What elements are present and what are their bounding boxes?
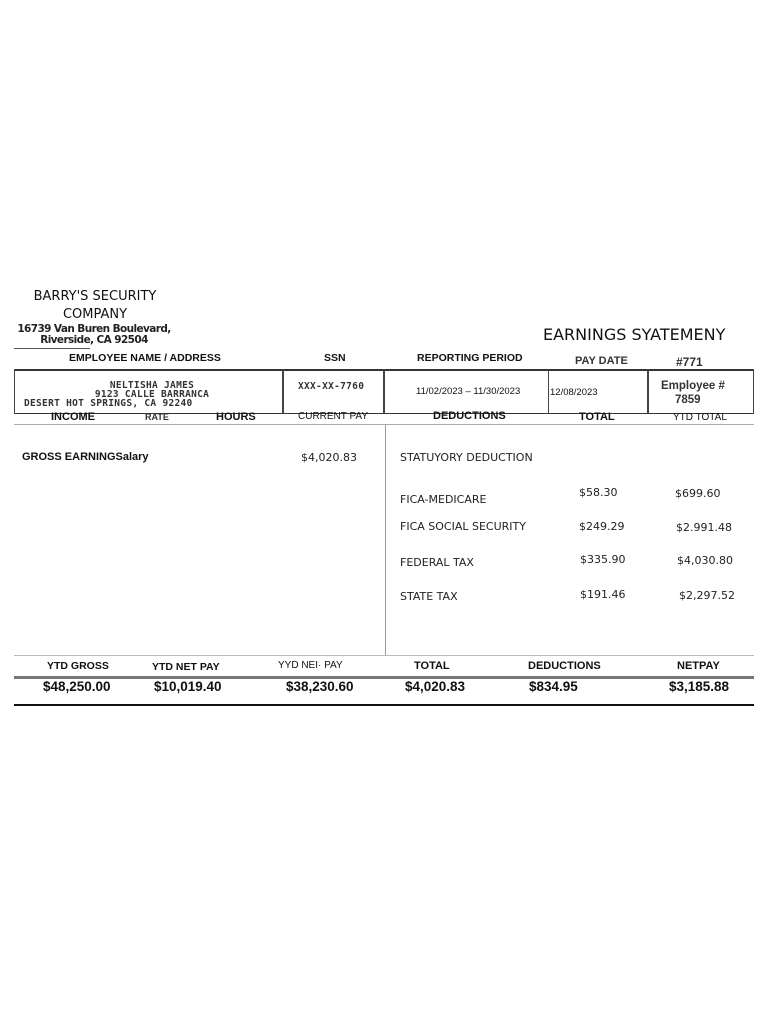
reporting-period-label: REPORTING PERIOD	[417, 352, 523, 364]
gross-earnings-label: GROSS EARNINGSalary	[22, 451, 149, 463]
deduction-name: FICA SOCIAL SECURITY	[400, 520, 526, 533]
deduction-total: $335.90	[580, 553, 626, 566]
deductions-column-header: DEDUCTIONS	[433, 410, 506, 422]
summary-value-deductions: $834.95	[529, 679, 578, 694]
ytd-total-column-header: YTD TOTAL	[673, 412, 727, 423]
summary-value-ytd-gross: $48,250.00	[43, 679, 111, 694]
info-box-divider-3	[548, 369, 549, 414]
employee-address-block	[24, 381, 280, 408]
summary-value-netpay: $3,185.88	[669, 679, 730, 694]
income-column-header: INCOME	[51, 411, 95, 423]
deduction-total: $249.29	[579, 520, 625, 533]
body-divider	[385, 425, 386, 655]
deduction-ytd: $4,030.80	[677, 554, 733, 567]
deduction-name: FEDERAL TAX	[400, 556, 474, 569]
employee-name-label: EMPLOYEE NAME / ADDRESS	[69, 352, 221, 364]
check-number: #771	[676, 355, 703, 369]
summary-bottom-rule	[14, 704, 754, 706]
deduction-name: FICA-MEDICARE	[400, 493, 487, 506]
summary-header-ytd-gross: YTD GROSS	[47, 660, 109, 672]
hours-column-header: HOURS	[216, 411, 256, 423]
employee-address-line2: DESERT HOT SPRINGS, CA 92240	[24, 398, 193, 409]
info-box-right	[753, 369, 754, 414]
summary-value-total: $4,020.83	[405, 679, 466, 694]
summary-top-separator	[14, 655, 754, 656]
current-pay-column-header: CURRENT PAY	[298, 411, 369, 422]
address-underline	[14, 348, 90, 349]
company-address-line1: 16739 Van Buren Boulevard,	[17, 323, 171, 335]
total-column-header: TOTAL	[579, 411, 615, 423]
pay-date-value: 12/08/2023	[550, 387, 598, 398]
employee-number-label: Employee #	[661, 380, 725, 392]
ssn-value: XXX-XX-7760	[298, 381, 365, 392]
statutory-deduction-heading: STATUYORY DEDUCTION	[400, 451, 533, 464]
company-address	[16, 324, 172, 346]
header-separator	[14, 424, 754, 425]
deduction-ytd: $2.991.48	[676, 521, 732, 534]
company-name: BARRY'S SECURITY COMPANY	[33, 289, 157, 322]
employee-name: NELTISHA JAMES	[109, 380, 195, 391]
deduction-ytd: $699.60	[675, 487, 721, 500]
deduction-total: $191.46	[580, 588, 626, 601]
summary-header-ytd-net-pay: YTD NET PAY	[152, 661, 220, 673]
deduction-ytd: $2,297.52	[679, 589, 735, 602]
deduction-total: $58.30	[579, 486, 618, 499]
info-box-divider-4	[647, 369, 649, 414]
info-box-divider-1	[282, 369, 284, 414]
summary-header-underline	[14, 676, 754, 679]
summary-header-total: TOTAL	[414, 660, 450, 672]
info-box-divider-2	[383, 369, 385, 414]
summary-value-yyd-net-pay: $38,230.60	[286, 679, 354, 694]
pay-date-label: PAY DATE	[575, 355, 628, 367]
deduction-name: STATE TAX	[400, 590, 458, 603]
employee-address-line1: 9123 CALLE BARRANCA	[94, 389, 210, 400]
summary-header-yyd-net-pay: YYD NEI· PAY	[278, 660, 343, 671]
summary-header-deductions: DEDUCTIONS	[528, 660, 601, 672]
company-address-line2: Riverside, CA 92504	[40, 334, 148, 346]
reporting-period-value: 11/02/2023 – 11/30/2023	[416, 386, 521, 397]
employee-number: 7859	[675, 394, 701, 406]
rate-column-header: RATE	[145, 412, 169, 422]
ssn-label: SSN	[324, 352, 346, 364]
summary-value-ytd-net-pay: $10,019.40	[154, 679, 222, 694]
summary-header-netpay: NETPAY	[677, 660, 720, 672]
statement-title: EARNINGS SYATEMENY	[543, 325, 726, 344]
info-box-left	[14, 369, 15, 414]
gross-earnings-amount: $4,020.83	[301, 451, 357, 464]
